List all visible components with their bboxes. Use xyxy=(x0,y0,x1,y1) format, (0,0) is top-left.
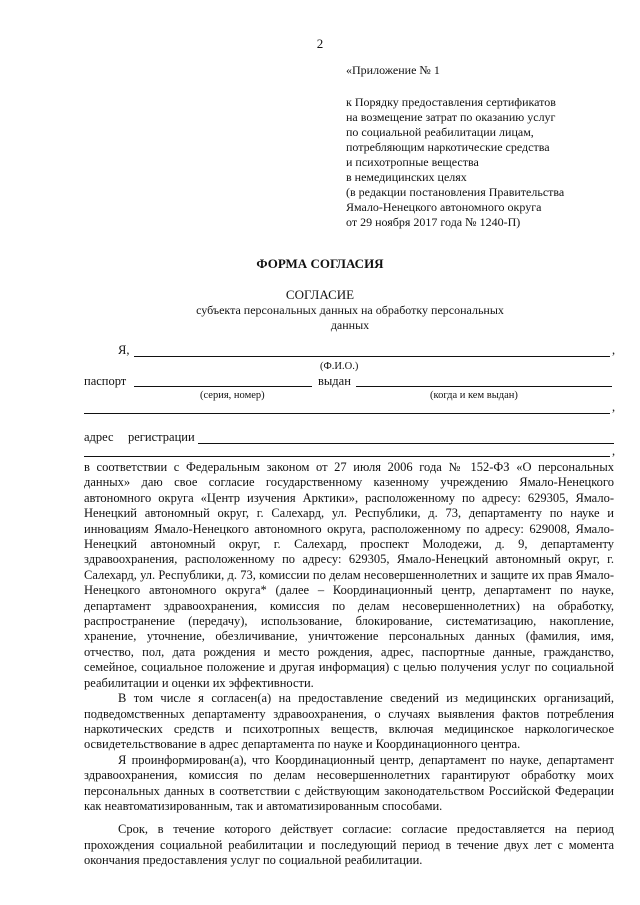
appendix-line: от 29 ноября 2017 года № 1240-П) xyxy=(346,215,521,229)
appendix-line: в немедицинских целях xyxy=(346,170,467,184)
consent-paragraph: в соответствии с Федеральным законом от 27 июля 2006 года № 152-ФЗ «О персональных данных» даю свое согласие государственному казенному учреждению Ямало-Ненецкого автономного округа «Центр изучения Арктики», расположенному по адресу: 629305, Ямало-Ненецкий автономный округ, г. Салехард, ул. Республики, д. 73, департаменту по науке и инновациям Ямало-Ненецкого автономного округа, расположенному по адресу: 629008, Ямало-Ненецкий автономный округ, г. Салехард, проспект Молодежи, д. 9, департаменту здравоохранения, расположенному по адресу: 629305, Ямало-Ненецкий автономный округ, г. Салехард, ул. Республики, д. 73, комиссии по делам несовершеннолетних и защите их прав Ямало-Ненецкого автономного округа* (далее – Координационный центр, департамент по науке, департамент здравоохранения, комиссия по делам несовершеннолетних) на обработку, распространение (передачу), использование, блокирование, систематизацию, накопление, хранение, уточнение, обезличивание, уничтожение персональных данных (фамилия, имя, отчество, пол, дата рождения и место рождения, адрес, паспортные данные, гражданство, семейное, социальное положение и другая информация) с целью получения услуг по социальной реабилитации и оценки их эффективности. xyxy=(84,460,614,690)
i-label: Я, xyxy=(118,343,130,357)
appendix-line: по социальной реабилитации лицам, xyxy=(346,125,534,139)
issued-label: выдан xyxy=(318,374,351,388)
issued-continuation-line[interactable] xyxy=(84,413,610,414)
form-title: ФОРМА СОГЛАСИЯ xyxy=(256,256,384,271)
appendix-line: Ямало-Ненецкого автономного округа xyxy=(346,200,542,214)
consent-paragraph: Я проинформирован(а), что Координационный центр, департамент по науке, департамент здравоохранения, комиссия по делам несовершеннолетних гарантируют обработку моих персональных данных в соответствии с действующим законодательством Российской Федерации как неавтоматизированным, так и автоматизированным способами. xyxy=(84,752,614,813)
appendix-line: (в редакции постановления Правительства xyxy=(346,185,565,199)
consent-subtitle-line-1: субъекта персональных данных на обработку персональных xyxy=(196,303,504,317)
appendix-line: на возмещение затрат по оказанию услуг xyxy=(346,110,556,124)
consent-paragraph: В том числе я согласен(а) на предоставление сведений из медицинских организаций, подведомственных департаменту здравоохранения, о случаях выявления фактов потребления наркотических средств и психотропных веществ, включая медицинское наркологическое освидетельствование в адрес департамента по науке и Координационного центра. xyxy=(84,691,614,752)
appendix-line: к Порядку предоставления сертификатов xyxy=(346,95,556,109)
comma: , xyxy=(612,400,616,414)
registration-label: регистрации xyxy=(128,430,195,444)
passport-label: паспорт xyxy=(84,374,127,388)
page-number: 2 xyxy=(316,36,324,51)
series-caption: (серия, номер) xyxy=(200,390,265,401)
consent-title: СОГЛАСИЕ xyxy=(285,287,355,302)
fio-input-line[interactable] xyxy=(134,356,610,357)
consent-paragraph: Срок, в течение которого действует согласие: согласие предоставляется на период прохождения социальной реабилитации и последующий период в течение двух лет с момента окончания предоставления услуг по социальной реабилитации. xyxy=(84,822,614,868)
issued-input-line[interactable] xyxy=(356,386,612,387)
comma: , xyxy=(612,343,616,357)
consent-subtitle-line-2: данных xyxy=(330,318,370,332)
comma: , xyxy=(612,444,616,458)
consent-body xyxy=(84,460,614,869)
address-input-line[interactable] xyxy=(198,443,614,444)
address-label: адрес xyxy=(84,430,114,444)
address-continuation-line[interactable] xyxy=(84,456,610,457)
appendix-line: потребляющим наркотические средства xyxy=(346,140,550,154)
appendix-line: и психотропные вещества xyxy=(346,155,479,169)
issued-by-caption: (когда и кем выдан) xyxy=(430,390,518,401)
appendix-title: «Приложение № 1 xyxy=(346,63,440,77)
passport-input-line[interactable] xyxy=(134,386,312,387)
fio-caption: (Ф.И.О.) xyxy=(320,361,359,372)
